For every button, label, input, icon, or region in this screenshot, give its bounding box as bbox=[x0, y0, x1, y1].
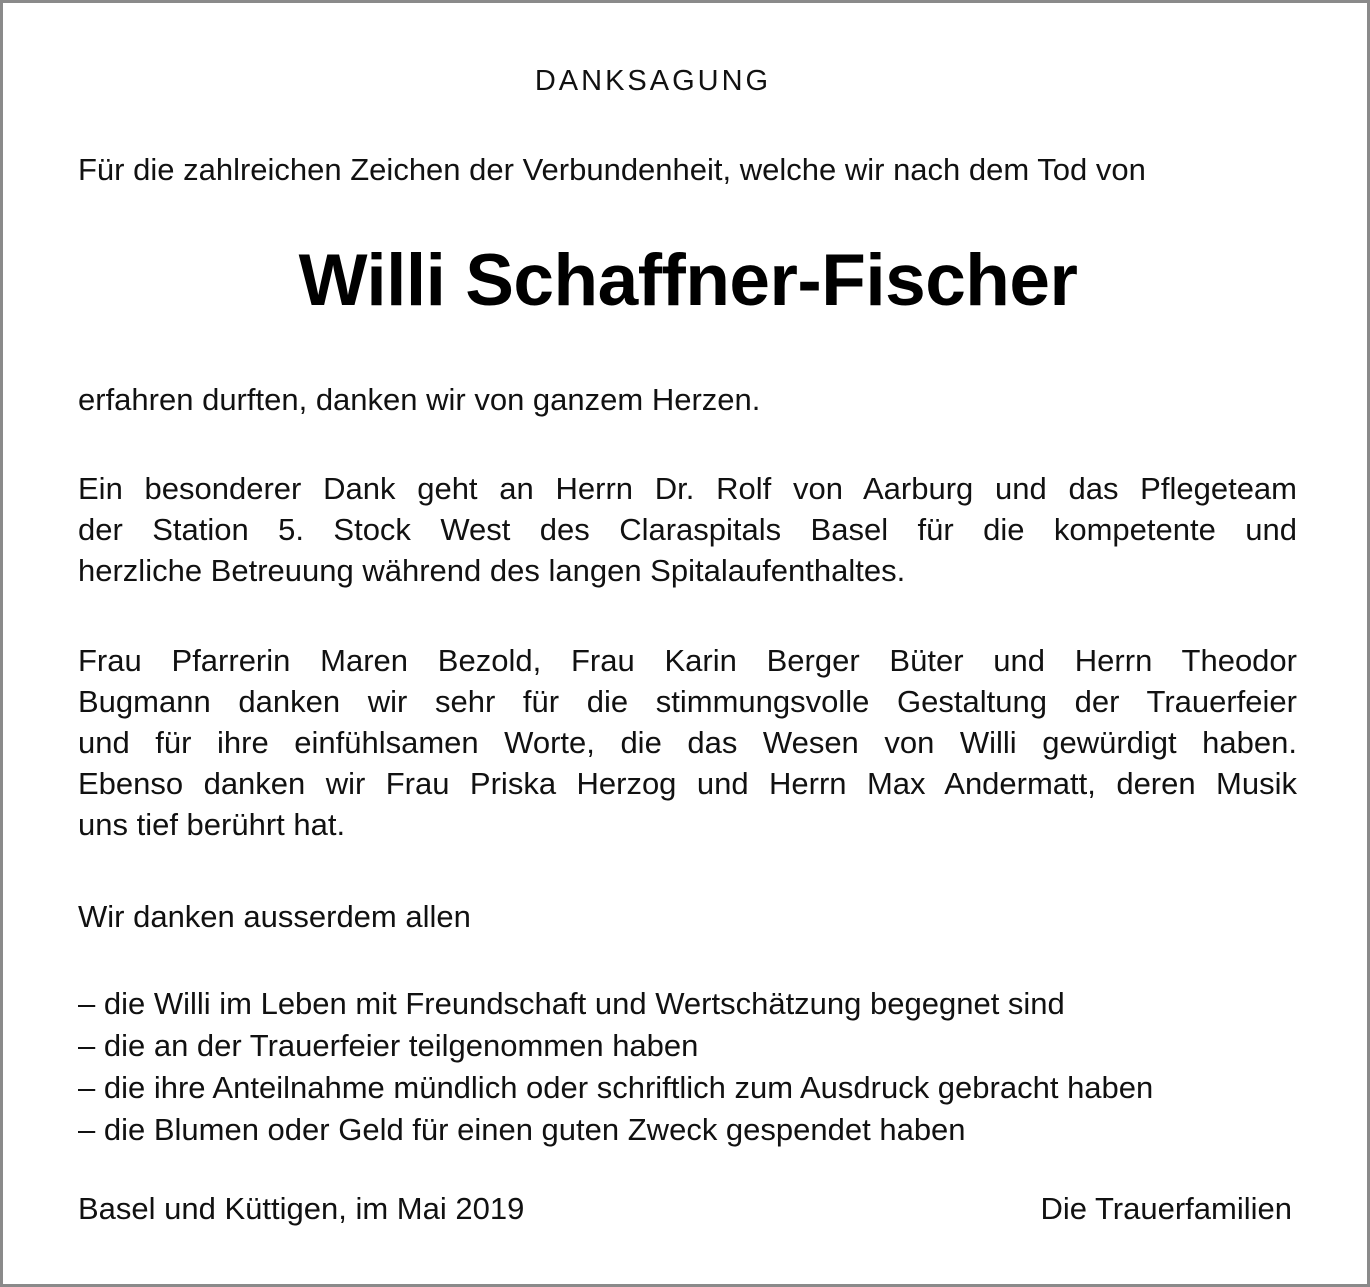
paragraph-ceremony-thanks bbox=[78, 640, 1297, 845]
place-date: Basel und Küttigen, im Mai 2019 bbox=[78, 1191, 525, 1226]
paragraph-line: uns tief berührt hat. bbox=[78, 807, 346, 842]
paragraph-line: Frau Pfarrerin Maren Bezold, Frau Karin Berger Büter und Herrn Theodor bbox=[78, 643, 1297, 678]
list-item: – die Willi im Leben mit Freundschaft und Wertschätzung begegnet sind bbox=[78, 986, 1065, 1021]
deceased-name: Willi Schaffner-Fischer bbox=[298, 240, 1078, 321]
list-item: – die Blumen oder Geld für einen guten Zweck gespendet haben bbox=[78, 1112, 966, 1147]
signature: Die Trauerfamilien bbox=[1040, 1191, 1292, 1226]
paragraph-line: Ein besonderer Dank geht an Herrn Dr. Rolf von Aarburg und das Pflegeteam bbox=[78, 471, 1297, 506]
thanks-list bbox=[78, 983, 1153, 1151]
paragraph-line: und für ihre einfühlsamen Worte, die das Wesen von Willi gewürdigt haben. bbox=[78, 725, 1297, 760]
list-item: – die ihre Anteilnahme mündlich oder schriftlich zum Ausdruck gebracht haben bbox=[78, 1070, 1154, 1105]
paragraph-line: der Station 5. Stock West des Claraspitals Basel für die kompetente und bbox=[78, 512, 1297, 547]
paragraph-line: Bugmann danken wir sehr für die stimmungsvolle Gestaltung der Trauerfeier bbox=[78, 684, 1297, 719]
list-item: – die an der Trauerfeier teilgenommen haben bbox=[78, 1028, 699, 1063]
after-name-text: erfahren durften, danken wir von ganzem Herzen. bbox=[78, 382, 761, 417]
notice-heading: DANKSAGUNG bbox=[534, 65, 772, 97]
intro-text: Für die zahlreichen Zeichen der Verbundenheit, welche wir nach dem Tod von bbox=[78, 152, 1146, 187]
paragraph-care-thanks bbox=[78, 468, 1297, 591]
paragraph-line: herzliche Betreuung während des langen Spitalaufenthaltes. bbox=[78, 553, 906, 588]
thanks-all-text: Wir danken ausserdem allen bbox=[78, 899, 471, 934]
paragraph-line: Ebenso danken wir Frau Priska Herzog und Herrn Max Andermatt, deren Musik bbox=[78, 766, 1297, 801]
